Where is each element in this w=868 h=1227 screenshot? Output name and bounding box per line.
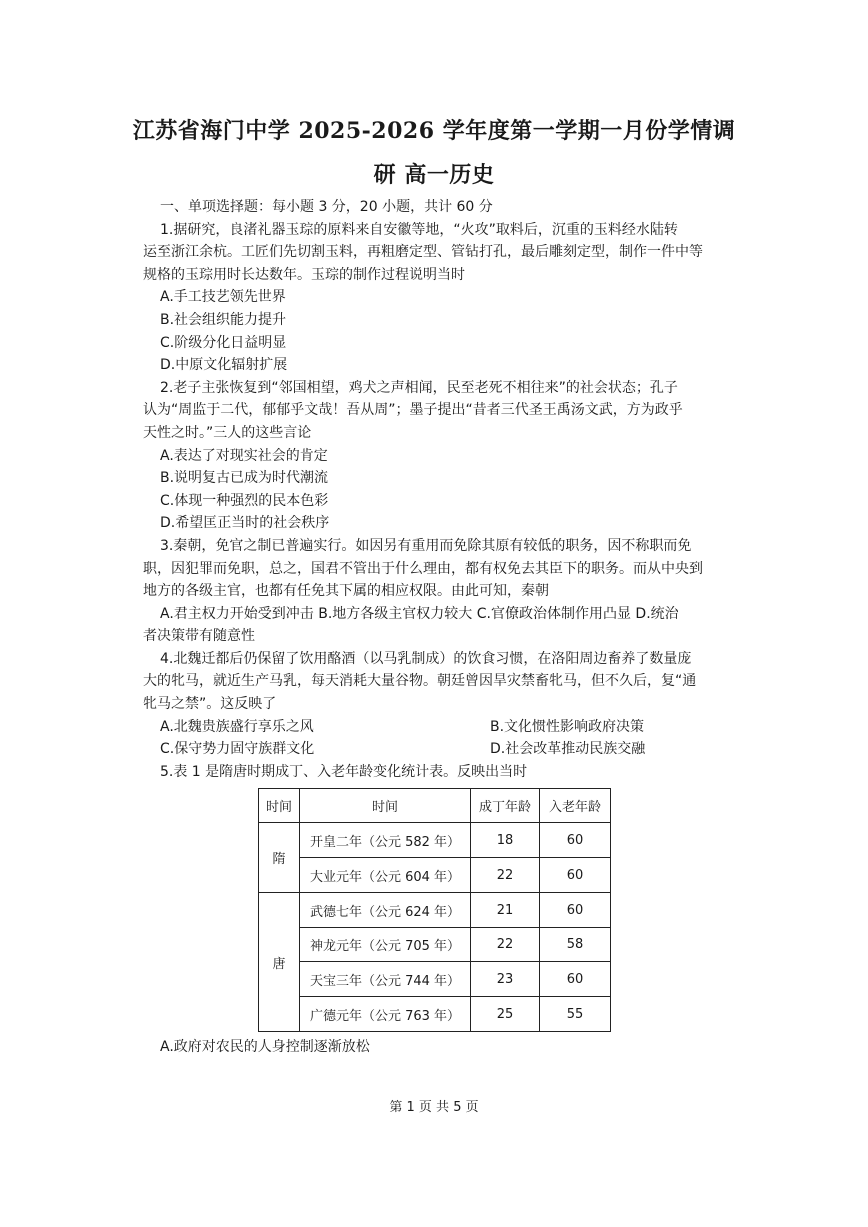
q1-option-b[interactable]: B.社会组织能力提升 xyxy=(160,311,287,328)
page-footer: 第 1 页 共 5 页 xyxy=(389,1100,479,1115)
table-row xyxy=(259,928,611,962)
age-statistics-table xyxy=(258,788,611,1032)
dynasty-cell-tang: 唐 xyxy=(259,893,300,1032)
table-row xyxy=(259,962,611,997)
table-header-row xyxy=(259,789,611,823)
table-header-period: 时间 xyxy=(259,789,300,823)
table-cell-adult: 18 xyxy=(471,823,540,858)
table-row xyxy=(259,997,611,1032)
q4-options-row2 xyxy=(0,738,868,761)
question-2 xyxy=(0,377,868,535)
table-row xyxy=(259,893,611,928)
table-header-old-age: 入老年龄 xyxy=(540,789,611,823)
table-cell-time: 神龙元年（公元 705 年） xyxy=(300,928,471,962)
table-header-adult-age: 成丁年龄 xyxy=(471,789,540,823)
table-cell-adult: 22 xyxy=(471,858,540,893)
table-row xyxy=(259,858,611,893)
table-cell-time: 武德七年（公元 624 年） xyxy=(300,893,471,928)
q2-option-d[interactable]: D.希望匡正当时的社会秩序 xyxy=(160,515,330,532)
document-title-line1: 江苏省海门中学 2025-2026 学年度第一学期一月份学情调 xyxy=(132,118,736,144)
table-cell-adult: 25 xyxy=(471,997,540,1032)
question-1 xyxy=(0,219,868,377)
q3-line1: 3.秦朝，免官之制已普遍实行。如因另有重用而免除其原有较低的职务，因不称职而免 xyxy=(160,537,692,554)
table-cell-time: 天宝三年（公元 744 年） xyxy=(300,962,471,997)
table-cell-time: 大业元年（公元 604 年） xyxy=(300,858,471,893)
q3-options-line2[interactable]: 者决策带有随意性 xyxy=(143,628,255,645)
q3-line3: 地方的各级主官，也都有任免其下属的相应权限。由此可知，秦朝 xyxy=(143,583,549,600)
q4-options-row1 xyxy=(0,716,868,739)
table-cell-old: 60 xyxy=(540,858,611,893)
table-cell-time: 开皇二年（公元 582 年） xyxy=(300,823,471,858)
q4-option-a[interactable]: A.北魏贵族盛行享乐之风 xyxy=(160,718,314,735)
question-5 xyxy=(0,761,868,784)
q2-option-a[interactable]: A.表达了对现实社会的肯定 xyxy=(160,447,328,464)
table-cell-old: 55 xyxy=(540,997,611,1032)
question-4 xyxy=(0,648,868,761)
question-3 xyxy=(0,535,868,648)
q1-option-d[interactable]: D.中原文化辐射扩展 xyxy=(160,357,288,374)
section-heading: 一、单项选择题：每小题 3 分，20 小题，共计 60 分 xyxy=(160,199,493,215)
table-header-time: 时间 xyxy=(300,789,471,823)
table-cell-old: 60 xyxy=(540,962,611,997)
table-cell-time: 广德元年（公元 763 年） xyxy=(300,997,471,1032)
table-cell-old: 60 xyxy=(540,823,611,858)
q1-option-a[interactable]: A.手工技艺领先世界 xyxy=(160,289,286,306)
q1-line1: 1.据研究，良渚礼器玉琮的原料来自安徽等地，“火攻”取料后，沉重的玉料经水陆转 xyxy=(160,221,678,238)
q4-line2: 大的牝马，就近生产马乳，每天消耗大量谷物。朝廷曾因旱灾禁畜牝马，但不久后，复“通 xyxy=(143,673,697,690)
q4-option-c[interactable]: C.保守势力固守族群文化 xyxy=(160,741,315,758)
table-cell-old: 58 xyxy=(540,928,611,962)
q2-line3: 天性之时。”三人的这些言论 xyxy=(143,424,312,441)
q3-line2: 职，因犯罪而免职，总之，国君不管出于什么理由，都有权免去其臣下的职务。而从中央到 xyxy=(143,560,703,577)
q5-option-a[interactable]: A.政府对农民的人身控制逐渐放松 xyxy=(160,1039,370,1055)
q4-line1: 4.北魏迁都后仍保留了饮用酪酒（以马乳制成）的饮食习惯，在洛阳周边畜养了数量庞 xyxy=(160,650,692,667)
q4-option-d[interactable]: D.社会改革推动民族交融 xyxy=(490,741,646,758)
table-cell-adult: 21 xyxy=(471,893,540,928)
dynasty-cell-sui: 隋 xyxy=(259,823,300,893)
table-row xyxy=(259,823,611,858)
q4-option-b[interactable]: B.文化惯性影响政府决策 xyxy=(490,718,645,735)
q2-line1: 2.老子主张恢复到“邻国相望，鸡犬之声相闻，民至老死不相往来”的社会状态；孔子 xyxy=(160,379,678,396)
q5-line1: 5.表 1 是隋唐时期成丁、入老年龄变化统计表。反映出当时 xyxy=(160,763,528,780)
q1-line2: 运至浙江余杭。工匠们先切割玉料，再粗磨定型、管钻打孔，最后雕刻定型，制作一件中等 xyxy=(143,244,703,261)
q1-option-c[interactable]: C.阶级分化日益明显 xyxy=(160,334,287,351)
table-cell-old: 60 xyxy=(540,893,611,928)
question-content xyxy=(0,196,868,783)
q2-option-b[interactable]: B.说明复古已成为时代潮流 xyxy=(160,470,329,487)
q4-line3: 牝马之禁”。这反映了 xyxy=(143,696,277,713)
table-cell-adult: 22 xyxy=(471,928,540,962)
q2-line2: 认为“周监于二代，郁郁乎文哉！吾从周”；墨子提出“昔者三代圣王禹汤文武，方为政乎 xyxy=(143,402,683,419)
document-title-line2: 研 高一历史 xyxy=(373,162,495,188)
table-cell-adult: 23 xyxy=(471,962,540,997)
q1-line3: 规格的玉琮用时长达数年。玉琮的制作过程说明当时 xyxy=(143,266,465,283)
q3-options-line1[interactable]: A.君主权力开始受到冲击 B.地方各级主官权力较大 C.官僚政治体制作用凸显 D.统治 xyxy=(160,605,679,622)
q2-option-c[interactable]: C.体现一种强烈的民本色彩 xyxy=(160,492,329,509)
